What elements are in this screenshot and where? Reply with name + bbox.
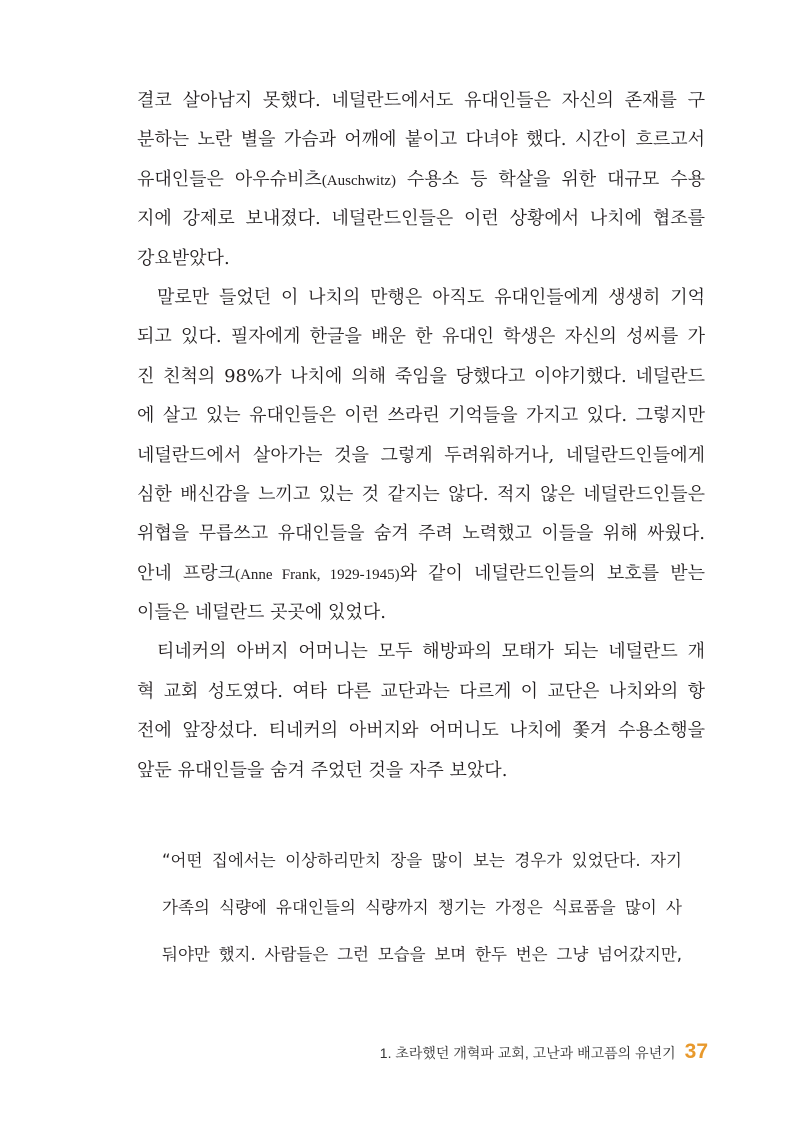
body-line: 티네커의 아버지 어머니는 모두 해방파의 모태가 되는 네덜란드 개 bbox=[157, 641, 705, 663]
body-line-segment: 수용소 등 학살을 위한 대규모 수용 bbox=[395, 168, 705, 190]
body-line: 혁 교회 성도였다. 여타 다른 교단과는 다르게 이 교단은 나치와의 항 bbox=[137, 680, 705, 702]
body-line: 앞둔 유대인들을 숨겨 주었던 것을 자주 보았다. bbox=[137, 759, 508, 781]
body-line-segment: 안네 프랑크 bbox=[137, 562, 236, 584]
body-line: 지에 강제로 보내졌다. 네덜란드인들은 이런 상황에서 나치에 협조를 bbox=[137, 208, 705, 230]
body-line: 결코 살아남지 못했다. 네덜란드에서도 유대인들은 자신의 존재를 구 bbox=[137, 90, 705, 111]
body-line bbox=[137, 160, 705, 199]
body-line: 되고 있다. 필자에게 한글을 배운 한 유대인 학생은 자신의 성씨를 가 bbox=[137, 326, 705, 348]
body-line: 강요받았다. bbox=[137, 247, 230, 269]
quote-line: 가족의 식량에 유대인들의 식량까지 챙기는 가정은 식료품을 많이 사 bbox=[162, 898, 682, 917]
body-line: 에 살고 있는 유대인들은 이런 쓰라린 기억들을 가지고 있다. 그렇지만 bbox=[137, 405, 705, 427]
page-number: 37 bbox=[684, 1040, 708, 1063]
paragraph bbox=[137, 278, 705, 633]
body-line: 말로만 들었던 이 나치의 만행은 아직도 유대인들에게 생생히 기억 bbox=[157, 286, 705, 308]
running-title: 1. 초라했던 개혁파 교회, 고난과 배고픔의 유년기 bbox=[379, 1045, 676, 1061]
body-line: 네덜란드에서 살아가는 것을 그렇게 두려워하거나, 네덜란드인들에게 bbox=[137, 444, 705, 466]
body-line: 전에 앞장섰다. 티네커의 아버지와 어머니도 나치에 쫓겨 수용소행을 bbox=[137, 720, 705, 742]
body-line-segment: 와 같이 네덜란드인들의 보호를 받는 bbox=[399, 562, 705, 584]
block-quote bbox=[162, 837, 682, 978]
body-line: 위협을 무릅쓰고 유대인들을 숨겨 주려 노력했고 이들을 위해 싸웠다. bbox=[137, 523, 705, 545]
parenthetical-note: (Anne Frank, 1929-1945) bbox=[235, 566, 400, 583]
page-footer bbox=[380, 1040, 708, 1064]
parenthetical-note: (Auschwitz) bbox=[321, 172, 396, 189]
body-text bbox=[137, 81, 705, 790]
body-line-segment: 유대인들은 아우슈비츠 bbox=[137, 168, 322, 190]
body-line bbox=[137, 554, 705, 593]
quote-line: 둬야만 했지. 사람들은 그런 모습을 보며 한두 번은 그냥 넘어갔지만, bbox=[162, 945, 682, 964]
body-line: 진 친척의 98%가 나치에 의해 죽임을 당했다고 이야기했다. 네덜란드 bbox=[137, 365, 705, 387]
paragraph bbox=[137, 81, 705, 278]
paragraph bbox=[137, 632, 705, 790]
body-line: 이들은 네덜란드 곳곳에 있었다. bbox=[137, 602, 386, 624]
body-line: 심한 배신감을 느끼고 있는 것 같지는 않다. 적지 않은 네덜란드인들은 bbox=[137, 483, 705, 505]
quote-line: “어떤 집에서는 이상하리만치 장을 많이 보는 경우가 있었단다. 자기 bbox=[162, 851, 682, 870]
body-line: 분하는 노란 별을 가슴과 어깨에 붙이고 다녀야 했다. 시간이 흐르고서 bbox=[137, 129, 705, 151]
